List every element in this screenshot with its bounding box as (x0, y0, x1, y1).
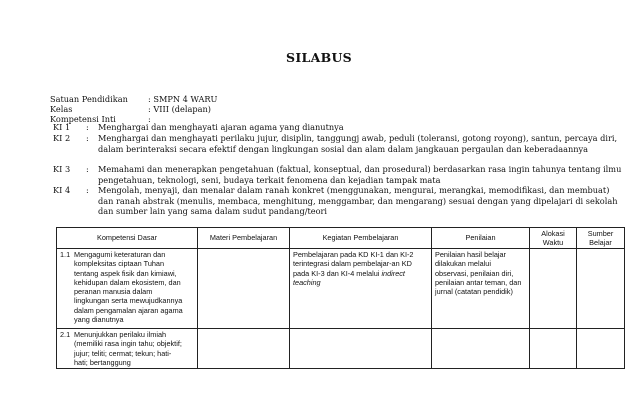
kegiatan-text: Pembelajaran pada KD KI-1 dan KI-2 terintegrasi dalam pembelajar-an KD pada KI-3 dan KI-4 melalui (293, 250, 414, 278)
table-row (57, 329, 625, 369)
header-kegiatan-pembelajaran: Kegiatan Pembelajaran (290, 228, 432, 249)
penilaian-cell: Penilaian hasil belajar dilakukan melalui observasi, penilaian diri, penilaian antar teman, dan jurnal (catatan pendidik) (432, 249, 530, 329)
table-row (57, 249, 625, 329)
kd-text: Mengagumi keteraturan dan kompleksitas ciptaan Tuhan tentang aspek fisik dan kimiawi, kehidupan dalam ekosistem, dan peranan manusia dalam lingkungan serta mewujudkannya dalam pengamalan ajaran agama yang dianutnya (74, 250, 183, 325)
ki-text: Menghargai dan menghayati perilaku jujur, disiplin, tanggungj awab, peduli (toleransi, gotong royong), santun, percaya diri, dalam berinteraksi secara efektif dengan lingkungan sosial dan alam dalam jangkauan pergaulan dan keberadaannya (98, 133, 618, 154)
materi-cell (198, 249, 290, 329)
ki-code: KI 4 (53, 185, 71, 195)
kd-text: Menunjukkan perilaku ilmiah (memiliki rasa ingin tahu; objektif; jujur; teliti; cermat; tekun; hati-hati; bertanggung (74, 330, 182, 367)
header-kompetensi-dasar: Kompetensi Dasar (57, 228, 198, 249)
header-penilaian: Penilaian (432, 228, 530, 249)
header-alokasi-waktu: Alokasi Waktu (530, 228, 577, 249)
penilaian-cell (432, 329, 530, 369)
ki-text: Memahami dan menerapkan pengetahuan (faktual, konseptual, dan prosedural) berdasarkan rasa ingin tahunya tentang ilmu pengetahuan, teknologi, seni, budaya terkait fenomena dan kejadian tampak mata (98, 164, 622, 185)
table-header-row (57, 228, 625, 249)
alokasi-cell (530, 329, 577, 369)
kd-cell (57, 249, 198, 329)
info-key: Satuan Pendidikan (50, 94, 128, 104)
alokasi-cell (530, 249, 577, 329)
kd-number: 1.1 (60, 250, 71, 259)
ki-text: Mengolah, menyaji, dan menalar dalam ranah konkret (menggunakan, mengurai, merangkai, memodifikasi, dan membuat) dan ranah abstrak (menulis, membaca, menghitung, menggambar, dan mengarang) sesuai dengan yang dipelajari di sekolah dan sumber lain yang sama dalam sudut pandang/teori (98, 185, 618, 217)
ki-code: KI 1 (53, 122, 71, 132)
ki-colon: : (86, 164, 89, 174)
kegiatan-italic: indirect teaching (293, 268, 405, 287)
kd-number: 2.1 (60, 330, 71, 339)
ki-colon: : (86, 133, 89, 143)
silabus-table (56, 227, 625, 369)
ki-code: KI 3 (53, 164, 71, 174)
materi-cell (198, 329, 290, 369)
ki-code: KI 2 (53, 133, 71, 143)
info-key: Kompetensi Inti (50, 114, 116, 124)
sumber-cell (577, 329, 625, 369)
info-key: Kelas (50, 104, 73, 114)
kegiatan-cell (290, 249, 432, 329)
ki-colon: : (86, 122, 89, 132)
header-materi-pembelajaran: Materi Pembelajaran (198, 228, 290, 249)
info-value: : (148, 114, 151, 124)
info-row-kelas (50, 104, 211, 114)
ki-colon: : (86, 185, 89, 195)
kegiatan-cell (290, 329, 432, 369)
sumber-cell (577, 249, 625, 329)
info-value: : VIII (delapan) (148, 104, 211, 114)
document-title: SILABUS (286, 50, 352, 65)
kd-cell (57, 329, 198, 369)
info-value: : SMPN 4 WARU (148, 94, 218, 104)
header-sumber-belajar: Sumber Belajar (577, 228, 625, 249)
ki-text: Menghargai dan menghayati ajaran agama yang dianutnya (98, 122, 344, 132)
info-row-satuan (50, 94, 217, 104)
